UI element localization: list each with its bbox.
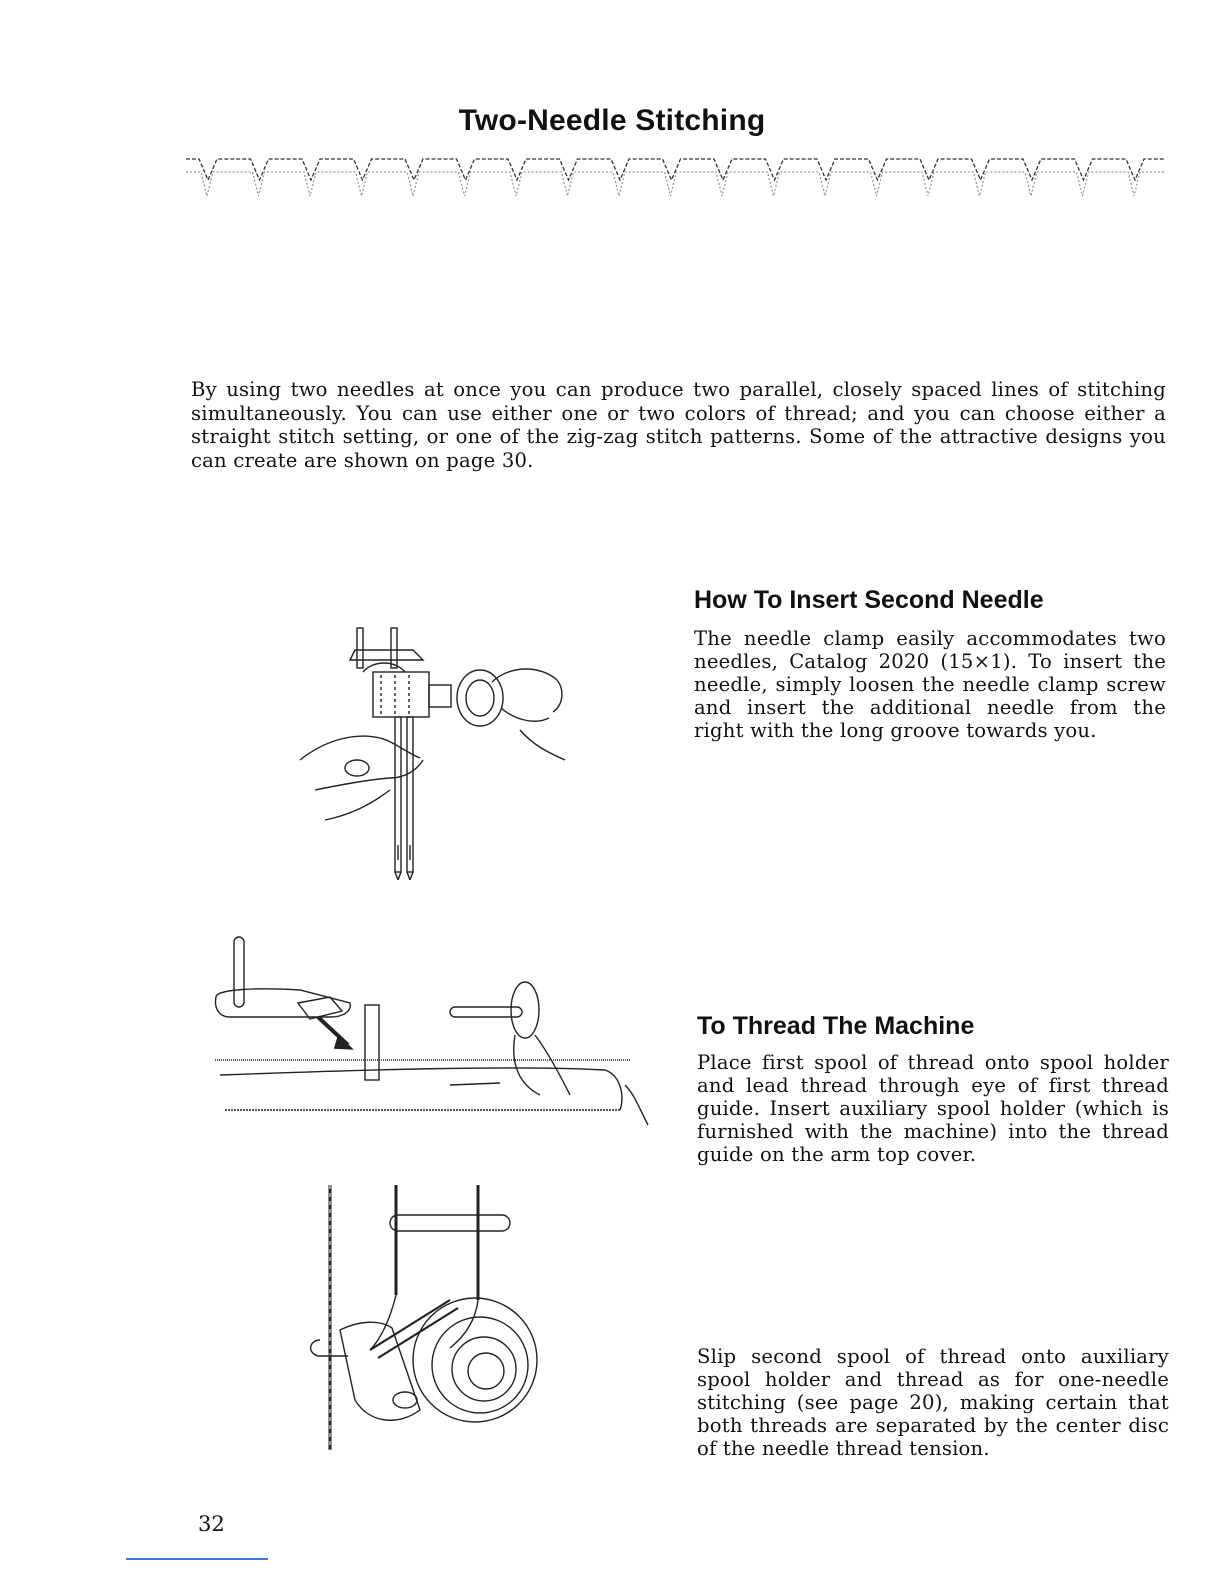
page-title: Two-Needle Stitching (458, 104, 766, 137)
insert-needle-text: The needle clamp easily accommodates two needles, Catalog 2020 (15×1). To insert the needle, simply loosen the needle clamp screw and insert the additional needle from the right with the long groove towards you. (694, 627, 1166, 742)
stitch-border-decoration (186, 150, 1166, 202)
bottom-rule (126, 1558, 268, 1560)
spool-holders-illustration (210, 935, 660, 1135)
thread-machine-text: Place first spool of thread onto spool holder and lead thread through eye of first thread guide. Insert auxiliary spool holder (which is furnished with the machine) into the thread guide on the arm top cover. (697, 1051, 1169, 1166)
intro-paragraph: By using two needles at once you can produce two parallel, closely spaced lines of stitching simultaneously. You can use either one or two colors of thread; and you can choose either a straight stitch setting, or one of the zig-zag stitch patterns. Some of the attractive designs you can create are shown on page 30. (191, 378, 1166, 472)
needle-clamp-illustration (295, 620, 575, 880)
page-number: 32 (198, 1512, 225, 1536)
thread-machine-heading: To Thread The Machine (697, 1012, 975, 1040)
stitch-line-lower (186, 172, 1165, 196)
insert-needle-heading: How To Insert Second Needle (694, 586, 1044, 614)
thread-tension-illustration (300, 1180, 550, 1455)
second-spool-text: Slip second spool of thread onto auxiliary spool holder and thread as for one-needle stitching (see page 20), making certain that both threads are separated by the center disc of the needle thread tension. (697, 1345, 1169, 1460)
